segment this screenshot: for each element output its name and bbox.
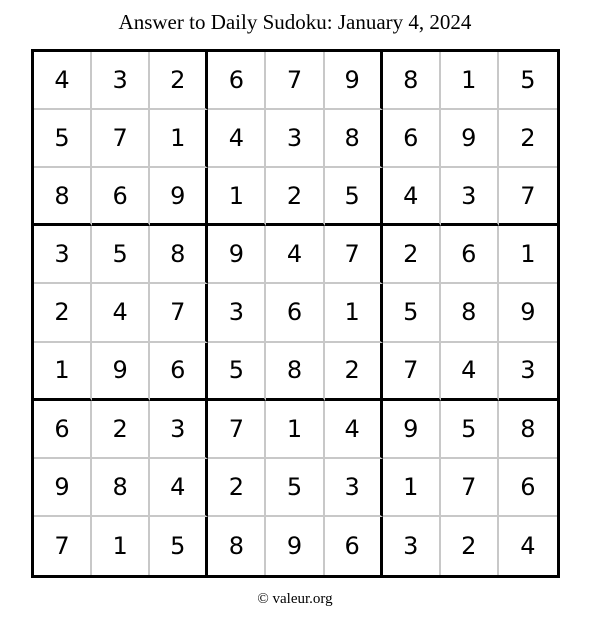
sudoku-cell: 7	[266, 52, 324, 110]
sudoku-cell: 3	[150, 401, 208, 459]
sudoku-cell: 2	[34, 284, 92, 342]
sudoku-cell: 8	[92, 459, 150, 517]
sudoku-cell: 1	[325, 284, 383, 342]
sudoku-cell: 2	[266, 168, 324, 226]
sudoku-cell: 4	[325, 401, 383, 459]
sudoku-cell: 2	[441, 517, 499, 575]
sudoku-cell: 7	[325, 226, 383, 284]
sudoku-cell: 6	[34, 401, 92, 459]
sudoku-cell: 6	[383, 110, 441, 168]
sudoku-cell: 7	[92, 110, 150, 168]
sudoku-cell: 1	[34, 343, 92, 401]
sudoku-cell: 4	[520, 531, 536, 560]
sudoku-cell: 2	[208, 459, 266, 517]
sudoku-cell: 3	[208, 284, 266, 342]
sudoku-cell: 8	[441, 284, 499, 342]
copyright-footer: © valeur.org	[257, 591, 333, 607]
sudoku-cell: 7	[383, 343, 441, 401]
sudoku-cell: 1	[208, 168, 266, 226]
sudoku-cell: 2	[325, 343, 383, 401]
sudoku-cell: 2	[150, 52, 208, 110]
sudoku-cell: 4	[34, 52, 92, 110]
sudoku-cell: 3	[441, 168, 499, 226]
sudoku-cell: 1	[150, 110, 208, 168]
sudoku-cell: 9	[208, 226, 266, 284]
sudoku-cell: 6	[266, 284, 324, 342]
sudoku-cell: 6	[499, 459, 557, 517]
sudoku-cell: 3	[92, 52, 150, 110]
sudoku-cell: 3	[499, 343, 557, 401]
sudoku-cell: 5	[266, 459, 324, 517]
sudoku-cell: 5	[92, 226, 150, 284]
sudoku-cell: 6	[92, 168, 150, 226]
sudoku-cell: 5	[383, 284, 441, 342]
sudoku-cell: 9	[441, 110, 499, 168]
sudoku-cell: 9	[266, 517, 324, 575]
sudoku-cell: 3	[325, 459, 383, 517]
sudoku-cell: 9	[150, 168, 208, 226]
sudoku-cell: 3	[34, 226, 92, 284]
sudoku-cell: 8	[266, 343, 324, 401]
sudoku-cell: 5	[325, 168, 383, 226]
sudoku-cell: 4	[383, 168, 441, 226]
sudoku-cell: 5	[499, 52, 557, 110]
sudoku-cell: 6	[208, 52, 266, 110]
sudoku-cell: 2	[499, 110, 557, 168]
sudoku-cell: 1	[383, 459, 441, 517]
sudoku-cell: 7	[208, 401, 266, 459]
sudoku-cell: 9	[383, 401, 441, 459]
sudoku-cell: 7	[499, 168, 557, 226]
sudoku-cell: 2	[383, 226, 441, 284]
sudoku-cell: 8	[208, 517, 266, 575]
sudoku-cell: 5	[441, 401, 499, 459]
sudoku-cell: 3	[383, 517, 441, 575]
sudoku-cell: 4	[92, 284, 150, 342]
sudoku-cell: 8	[150, 226, 208, 284]
sudoku-cell: 4	[441, 343, 499, 401]
page-title: Answer to Daily Sudoku: January 4, 2024	[118, 10, 472, 34]
sudoku-cell: 4	[266, 226, 324, 284]
sudoku-board	[31, 49, 560, 578]
sudoku-cell: 3	[266, 110, 324, 168]
sudoku-cell: 1	[92, 517, 150, 575]
sudoku-cell: 1	[266, 401, 324, 459]
sudoku-cell: 1	[499, 226, 557, 284]
sudoku-cell: 9	[92, 343, 150, 401]
sudoku-cell: 5	[34, 110, 92, 168]
sudoku-cell: 8	[383, 52, 441, 110]
sudoku-cell: 8	[499, 401, 557, 459]
sudoku-cell: 7	[441, 459, 499, 517]
sudoku-cell: 8	[34, 168, 92, 226]
sudoku-cell: 1	[441, 52, 499, 110]
sudoku-cell: 6	[441, 226, 499, 284]
sudoku-cell: 2	[92, 401, 150, 459]
sudoku-cell: 9	[325, 52, 383, 110]
sudoku-cell: 9	[499, 284, 557, 342]
sudoku-cell: 5	[208, 343, 266, 401]
sudoku-cell: 4	[150, 459, 208, 517]
sudoku-cell: 6	[325, 517, 383, 575]
sudoku-cell: 7	[34, 517, 92, 575]
sudoku-cell: 7	[150, 284, 208, 342]
sudoku-cell: 6	[150, 343, 208, 401]
sudoku-cell: 5	[150, 517, 208, 575]
sudoku-cell: 9	[34, 459, 92, 517]
sudoku-cell: 8	[325, 110, 383, 168]
sudoku-cell: 4	[208, 110, 266, 168]
